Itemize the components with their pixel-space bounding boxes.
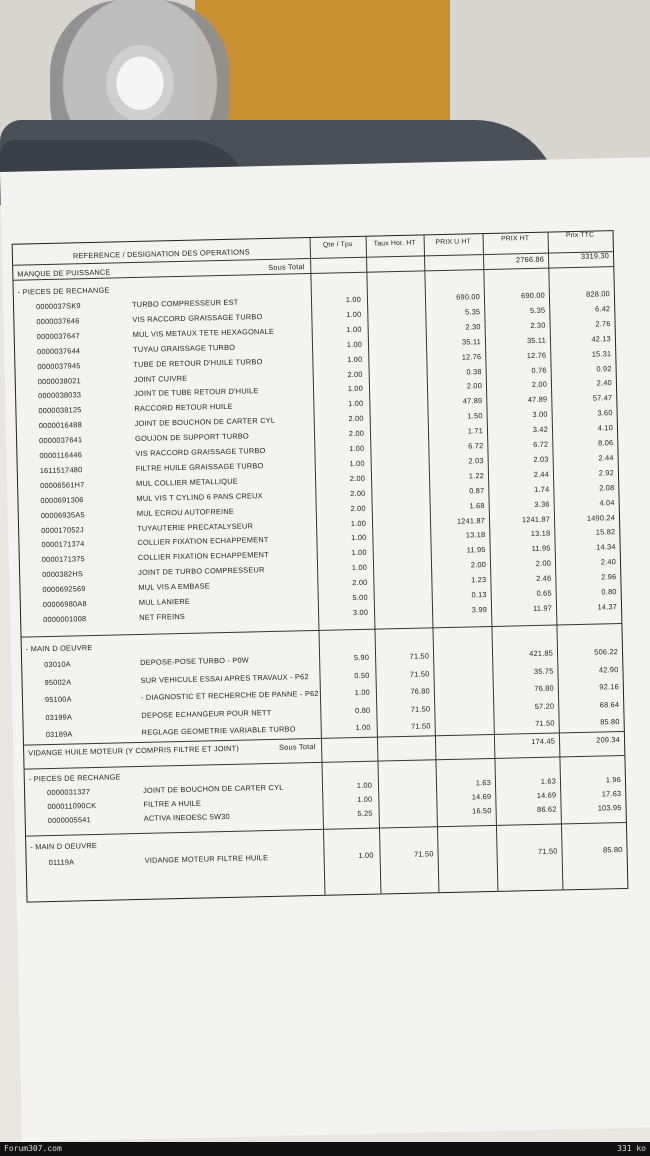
row-quantity: 1.00 — [349, 458, 365, 469]
row-unit-price: 1.63 — [475, 778, 492, 788]
row-unit-price: 47.89 — [462, 396, 483, 406]
row-quantity: 1.00 — [351, 562, 368, 573]
row-designation: MUL VIS METAUX TETE HEXAGONALE — [132, 326, 275, 339]
sous-total-ht: 174.45 — [531, 736, 556, 747]
row-hourly-rate: 71.50 — [410, 703, 431, 714]
header-hourly: Taux Hor. HT — [373, 239, 416, 248]
row-reference: 00006935A5 — [40, 509, 85, 520]
row-price-ht: 2.00 — [531, 380, 548, 390]
row-price-ht: 2.44 — [533, 469, 550, 479]
row-price-ttc: 17.63 — [601, 789, 622, 799]
row-price-ht: 13.18 — [530, 528, 551, 539]
row-designation: - DIAGNOSTIC ET RECHERCHE DE PANNE - P62 — [140, 688, 319, 702]
row-designation: MUL COLLIER METALLIQUE — [135, 476, 238, 488]
row-unit-price: 0.87 — [469, 485, 485, 496]
row-quantity: 0.50 — [354, 670, 370, 680]
row-quantity: 3.00 — [352, 607, 369, 617]
row-price-ttc: 4.04 — [599, 497, 615, 508]
row-reference: 0000691306 — [40, 494, 84, 505]
row-unit-price: 0.38 — [466, 366, 482, 376]
header-unit-price: PRIX U HT — [435, 238, 471, 247]
row-hourly-rate: 71.50 — [411, 721, 431, 731]
row-reference: 0000037646 — [36, 316, 80, 327]
row-price-ht: 0.65 — [536, 588, 552, 598]
row-quantity: 0.80 — [355, 705, 371, 715]
row-designation: RACCORD RETOUR HUILE — [134, 402, 233, 414]
row-reference: 0000382HS — [42, 569, 84, 580]
row-price-ttc: 14.37 — [597, 602, 618, 612]
row-designation: VIS RACCORD GRAISSAGE TURBO — [135, 446, 266, 458]
row-reference: 0000171375 — [41, 554, 86, 565]
header-reference: REFERENCE / DESIGNATION DES OPERATIONS — [72, 247, 250, 261]
header-price-ttc: Prix TTC — [565, 231, 595, 240]
row-reference: 00006980A8 — [42, 599, 87, 610]
row-reference: 03010A — [44, 659, 71, 670]
row-unit-price: 3.99 — [471, 604, 488, 615]
row-designation: JOINT DE BOUCHON DE CARTER CYL — [142, 782, 284, 795]
row-price-ttc: 42.13 — [591, 333, 612, 344]
row-price-ht: 3.42 — [532, 424, 549, 435]
row-quantity: 1.00 — [347, 384, 364, 394]
row-reference: 00006561H7 — [40, 479, 85, 490]
row-designation: MUL VIS T CYLIND 6 PANS CREUX — [136, 490, 263, 503]
row-quantity: 2.00 — [350, 503, 366, 513]
row-designation: COLLIER FIXATION ECHAPPEMENT — [137, 550, 269, 563]
sous-total-ht: 2766.86 — [515, 254, 545, 265]
row-quantity: 5.90 — [353, 652, 370, 663]
row-unit-price: 5.35 — [465, 307, 481, 317]
row-price-ht: 76.80 — [534, 683, 554, 694]
row-designation: TUYAU GRAISSAGE TURBO — [132, 342, 236, 354]
row-designation: VIDANGE MOTEUR FILTRE HUILE — [144, 853, 269, 865]
row-price-ht: 12.76 — [526, 350, 547, 360]
row-price-ttc: 85.80 — [600, 717, 620, 727]
row-unit-price: 12.76 — [461, 351, 482, 362]
row-reference: 0000031327 — [46, 787, 91, 798]
sous-total-label: Sous Total — [268, 262, 305, 272]
row-designation: NET FREINS — [139, 611, 186, 622]
row-designation: JOINT DE BOUCHON DE CARTER CYL — [134, 416, 276, 429]
header-price-ht: PRIX HT — [500, 235, 530, 243]
row-reference: 0000001008 — [43, 614, 87, 625]
row-price-ttc: 103.95 — [597, 803, 622, 813]
row-price-ht: 57.20 — [534, 701, 555, 711]
row-unit-price: 2.30 — [465, 321, 481, 332]
group-title: - MAIN D OEUVRE — [30, 840, 98, 852]
row-price-ttc: 1.96 — [605, 775, 622, 785]
row-reference: 0000171374 — [41, 539, 85, 550]
row-price-ttc: 42.90 — [598, 664, 619, 675]
row-reference: 0000005541 — [47, 815, 91, 826]
row-designation: MUL ECROU AUTOFREINE — [136, 506, 235, 518]
row-reference: 0000016488 — [38, 420, 82, 431]
row-unit-price: 1.50 — [467, 411, 483, 421]
row-reference: 95100A — [44, 694, 72, 705]
row-unit-price: 1.23 — [471, 575, 487, 585]
row-price-ttc: 0.92 — [596, 363, 612, 374]
section-rule — [25, 755, 625, 770]
row-quantity: 2.00 — [349, 473, 366, 483]
row-price-ht: 5.35 — [529, 305, 546, 315]
row-reference: 0000038125 — [38, 405, 82, 416]
row-unit-price: 6.72 — [468, 441, 484, 451]
row-unit-price: 35.11 — [461, 336, 482, 347]
row-reference: 000017052J — [41, 524, 84, 535]
row-reference: 03189A — [45, 729, 73, 740]
row-price-ht: 35.11 — [526, 335, 547, 345]
row-designation: TUBE DE RETOUR D'HUILE TURBO — [133, 356, 263, 369]
row-quantity: 2.00 — [347, 369, 363, 379]
row-price-ht: 1241.87 — [521, 514, 551, 524]
row-price-ht: 6.72 — [533, 439, 549, 449]
row-price-ht: 14.69 — [536, 790, 557, 800]
row-unit-price: 16.50 — [472, 806, 492, 816]
row-reference: 0000037641 — [39, 435, 83, 446]
row-price-ht: 71.50 — [535, 718, 555, 728]
row-price-ttc: 4.10 — [597, 423, 614, 433]
row-unit-price: 14.69 — [471, 792, 492, 802]
row-designation: COLLIER FIXATION ECHAPPEMENT — [137, 535, 269, 548]
row-unit-price: 1.68 — [469, 500, 485, 511]
row-price-ht: 1.63 — [540, 776, 557, 786]
row-quantity: 1.00 — [348, 399, 364, 409]
row-designation: ACTIVA INEOESC 5W30 — [143, 811, 231, 823]
row-price-ttc: 0.80 — [601, 587, 617, 597]
row-quantity: 2.00 — [348, 414, 364, 424]
row-quantity: 1.00 — [356, 780, 373, 791]
row-designation: DEPOSE ECHANGEUR POUR NETT — [141, 707, 272, 720]
row-reference: 000011090CK — [47, 800, 97, 812]
row-quantity: 1.00 — [351, 548, 367, 558]
row-designation: TURBO COMPRESSEUR EST — [131, 297, 239, 310]
row-price-ht: 11.97 — [532, 603, 553, 613]
row-quantity: 1.00 — [354, 687, 371, 698]
row-reference: 0000116446 — [39, 450, 83, 461]
row-quantity: 2.00 — [350, 488, 366, 498]
row-reference: 0000037647 — [36, 331, 80, 342]
row-designation: REGLAGE GEOMETRIE VARIABLE TURBO — [141, 724, 296, 737]
row-reference: 95002A — [44, 677, 72, 687]
row-unit-price: 1.71 — [467, 426, 484, 436]
row-price-ttc: 15.31 — [591, 348, 612, 359]
row-reference: 0000692569 — [42, 584, 86, 595]
row-hourly-rate: 71.50 — [413, 849, 434, 859]
row-price-ttc: 15.82 — [595, 527, 616, 537]
row-price-ttc: 8.06 — [598, 438, 614, 448]
footer-site: Forum307.com — [4, 1144, 62, 1153]
sous-total-ttc: 3319.30 — [580, 251, 610, 261]
row-price-ttc: 2.40 — [596, 378, 613, 388]
row-price-ttc: 6.42 — [594, 304, 611, 314]
row-quantity: 5.25 — [357, 808, 373, 819]
row-hourly-rate: 76.80 — [410, 686, 430, 696]
row-price-ttc: 92.16 — [599, 682, 619, 692]
row-quantity: 1.00 — [346, 339, 363, 349]
section-title: VIDANGE HUILE MOTEUR (Y COMPRIS FILTRE ET JOINT) — [28, 743, 240, 758]
row-quantity: 1.00 — [357, 794, 373, 805]
row-price-ht: 11.95 — [531, 543, 551, 554]
row-unit-price: 2.00 — [470, 560, 487, 570]
row-price-ht: 86.62 — [536, 804, 557, 814]
row-designation: SUR VEHICULE ESSAI APRES TRAVAUX - P62 — [140, 671, 309, 685]
row-price-ht: 2.00 — [535, 558, 552, 569]
row-designation: JOINT CUIVRE — [133, 373, 188, 384]
invoice-paper — [0, 157, 650, 1141]
row-designation: DEPOSE-POSE TURBO - P0W — [140, 655, 250, 667]
row-price-ttc: 2.08 — [599, 482, 615, 493]
row-quantity: 1.00 — [346, 324, 362, 334]
row-designation: JOINT DE TURBO COMPRESSEUR — [138, 565, 265, 578]
row-price-ttc: 2.92 — [598, 467, 615, 478]
row-reference: 0000038033 — [37, 390, 82, 401]
invoice-table — [12, 230, 629, 902]
row-price-ht: 2.46 — [536, 573, 552, 584]
group-title: - MAIN D OEUVRE — [25, 643, 93, 654]
row-price-ht: 35.75 — [533, 666, 554, 676]
row-quantity: 5.00 — [352, 592, 368, 603]
row-price-ttc: 2.96 — [601, 572, 617, 582]
row-price-ttc: 85.80 — [602, 845, 623, 855]
row-quantity: 1.00 — [349, 443, 365, 454]
group-rule — [26, 822, 626, 837]
row-hourly-rate: 71.50 — [409, 651, 430, 661]
row-unit-price: 11.95 — [466, 545, 486, 555]
row-price-ht: 2.03 — [533, 454, 549, 464]
row-price-ht: 3.00 — [532, 409, 548, 420]
row-unit-price: 690.00 — [456, 292, 481, 302]
row-designation: TUYAUTERIE PRECATALYSEUR — [137, 520, 254, 533]
row-designation: JOINT DE TUBE RETOUR D'HUILE — [133, 386, 259, 399]
row-price-ttc: 828.00 — [586, 289, 611, 299]
row-hourly-rate: 71.50 — [409, 668, 430, 679]
footer-size: 331 ko — [617, 1144, 646, 1153]
row-quantity: 1.00 — [346, 309, 362, 320]
row-quantity: 1.00 — [351, 533, 367, 543]
row-unit-price: 0.13 — [471, 590, 487, 600]
row-unit-price: 1.22 — [468, 470, 485, 481]
row-designation: GOUJON DE SUPPORT TURBO — [134, 431, 249, 444]
header-qty: Qte / Tps — [322, 241, 353, 249]
row-unit-price: 2.03 — [468, 455, 484, 466]
row-unit-price: 1241.87 — [456, 515, 486, 526]
row-quantity: 2.00 — [348, 428, 365, 439]
row-price-ttc: 3.60 — [597, 408, 613, 418]
row-price-ht: 3.36 — [534, 499, 550, 509]
row-price-ttc: 14.34 — [596, 542, 616, 552]
row-price-ttc: 2.76 — [595, 318, 611, 329]
row-reference: 03199A — [45, 712, 73, 722]
row-price-ht: 71.50 — [537, 846, 558, 856]
row-reference: 0000037SK9 — [35, 301, 81, 312]
row-quantity: 1.00 — [350, 518, 367, 528]
row-reference: 0000038021 — [37, 375, 81, 386]
row-reference: 01119A — [48, 857, 75, 868]
row-price-ht: 2.30 — [530, 320, 546, 330]
row-quantity: 1.00 — [345, 294, 362, 305]
row-price-ht: 421.85 — [529, 648, 554, 659]
row-reference: 0000037644 — [36, 345, 81, 356]
row-price-ttc: 2.44 — [598, 453, 614, 463]
row-quantity: 1.00 — [355, 722, 371, 733]
row-price-ht: 1.74 — [534, 484, 550, 494]
row-price-ttc: 1490.24 — [586, 512, 616, 523]
image-footer — [0, 1142, 650, 1156]
row-quantity: 1.00 — [358, 850, 374, 861]
row-designation: VIS RACCORD GRAISSAGE TURBO — [132, 311, 263, 324]
row-designation: FILTRE HUILE GRAISSAGE TURBO — [135, 460, 264, 473]
group-title: - PIECES DE RECHANGE — [28, 772, 121, 784]
row-designation: FILTRE A HUILE — [143, 798, 202, 809]
row-unit-price: 13.18 — [465, 530, 486, 540]
row-price-ht: 47.89 — [527, 394, 548, 405]
row-designation: MUL LANIERE — [138, 596, 191, 607]
row-price-ttc: 57.47 — [592, 393, 613, 403]
row-reference: 0000037945 — [37, 360, 81, 371]
sous-total-label: Sous Total — [279, 741, 316, 752]
row-price-ht: 690.00 — [521, 290, 546, 301]
sous-total-ttc: 209.34 — [596, 735, 621, 745]
row-price-ht: 0.76 — [531, 365, 547, 375]
group-rule — [22, 623, 622, 638]
row-price-ttc: 68.64 — [599, 699, 620, 710]
row-designation: MUL VIS A EMBASE — [138, 581, 211, 593]
row-price-ttc: 506.22 — [594, 647, 619, 657]
row-unit-price: 2.00 — [466, 381, 483, 391]
row-quantity: 1.00 — [347, 354, 363, 364]
row-price-ttc: 2.40 — [600, 557, 617, 567]
group-title: - PIECES DE RECHANGE — [17, 285, 110, 297]
row-reference: 1611517480 — [39, 465, 83, 476]
row-quantity: 2.00 — [352, 577, 368, 588]
section-title: MANQUE DE PUISSANCE — [17, 267, 111, 279]
